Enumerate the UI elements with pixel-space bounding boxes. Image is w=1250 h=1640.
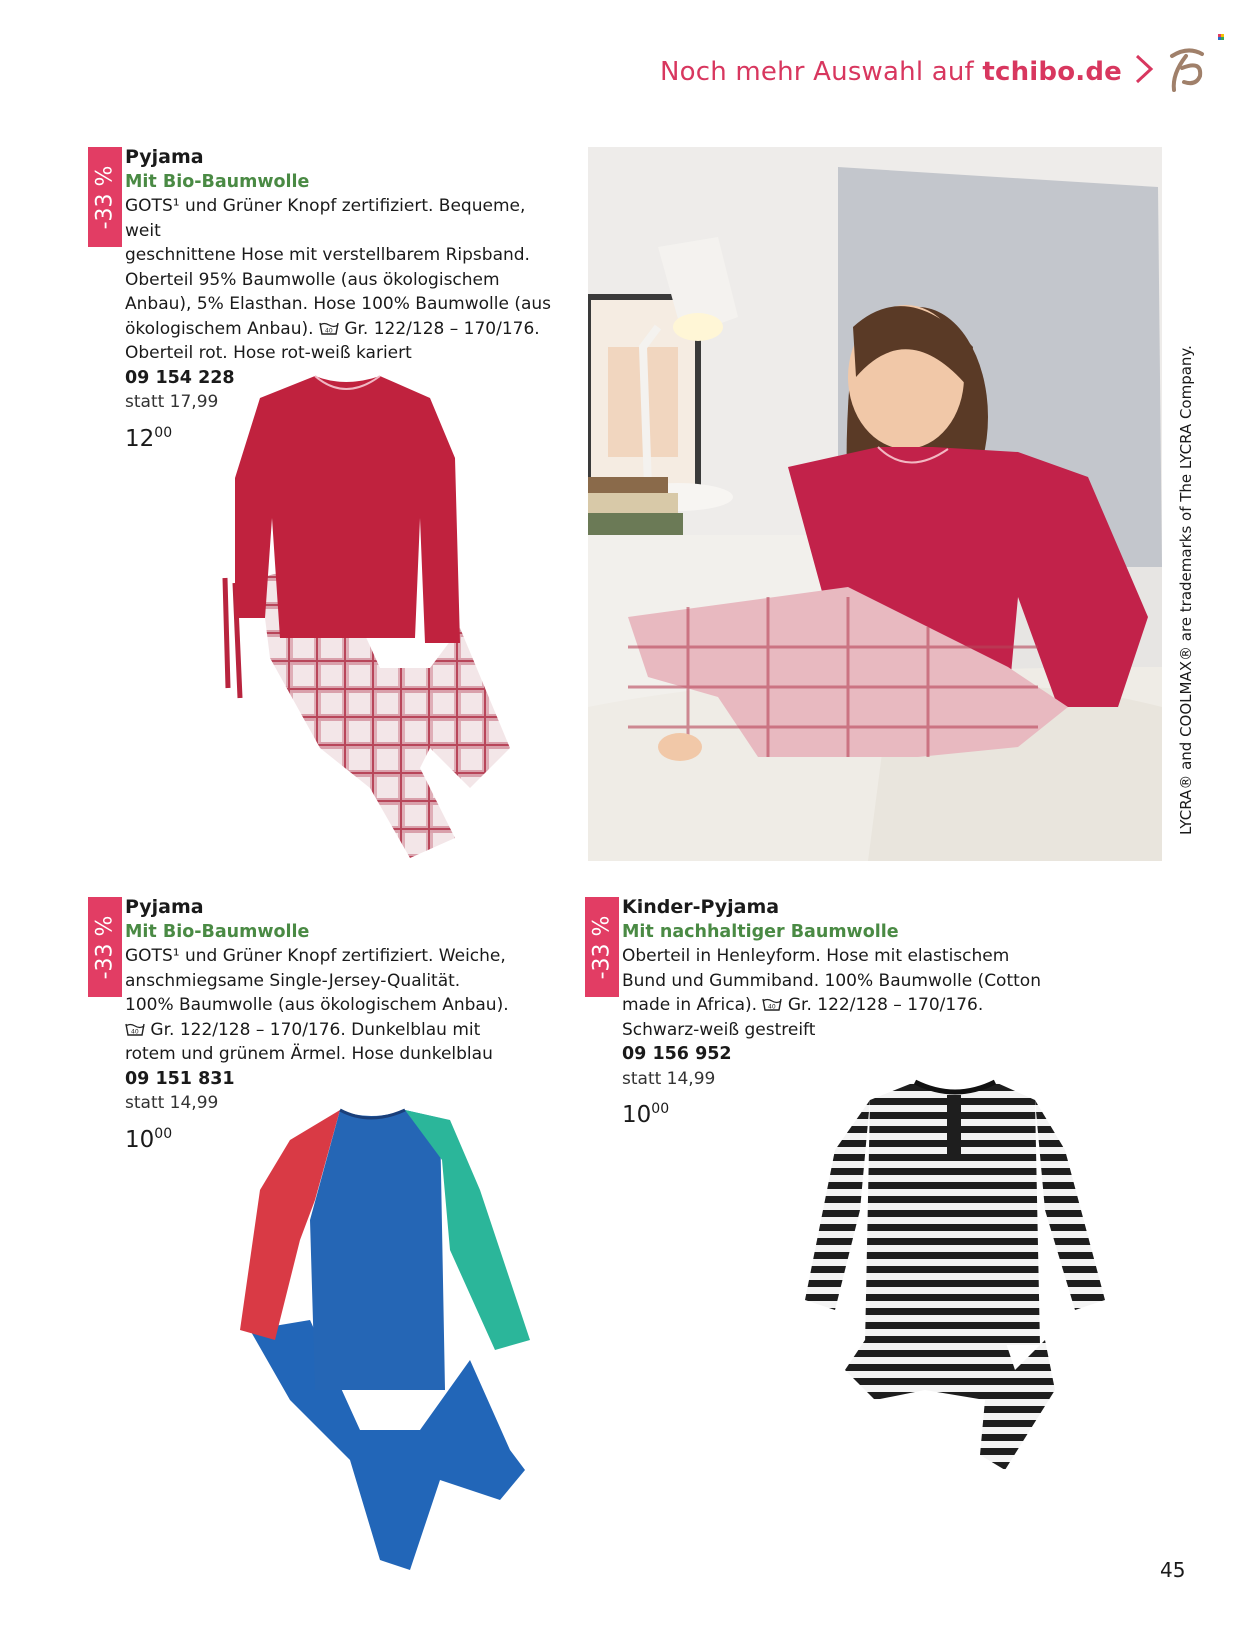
- lifestyle-photo: [588, 147, 1162, 861]
- wash-40-icon: [125, 1022, 145, 1036]
- product-title: Kinder-Pyjama: [622, 896, 780, 918]
- tchibo-logo: [1162, 46, 1210, 94]
- discount-badge: -33 %: [585, 897, 619, 997]
- article-number: 09 154 228: [125, 367, 235, 388]
- header-site: tchibo.de: [982, 57, 1123, 87]
- old-price: statt 14,99: [622, 1068, 716, 1089]
- discount-badge: -33 %: [88, 147, 122, 247]
- color-dots-icon: [1218, 34, 1224, 40]
- svg-text:40: 40: [324, 327, 333, 334]
- product-description: Oberteil in Henleyform. Hose mit elastischem Bund und Gummiband. 100% Baumwolle (Cotton made in Africa). 40 Gr. 122/128 – 170/176. Schwarz-weiß gestreift: [622, 946, 1041, 1040]
- product-description: GOTS¹ und Grüner Knopf zertifiziert. Weiche, anschmiegsame Single-Jersey-Qualität. 100% Baumwolle (aus ökologischem Anbau). 40 Gr. 122/128 – 170/176. Dunkelblau mit rotem und grünem Ärmel. Hose dunkelblau: [125, 946, 509, 1064]
- header-prefix: Noch mehr Auswahl auf: [660, 57, 983, 87]
- product-subtitle: Mit nachhaltiger Baumwolle: [622, 921, 899, 942]
- article-number: 09 151 831: [125, 1068, 235, 1089]
- chevron-right-icon: [1131, 52, 1157, 86]
- product-title: Pyjama: [125, 896, 204, 918]
- price: $12^{00}$: [125, 424, 173, 452]
- old-price: statt 17,99: [125, 392, 219, 412]
- product-subtitle: Mit Bio-Baumwolle: [125, 921, 310, 942]
- striped-pyjama-image: [805, 1070, 1105, 1500]
- svg-text:40: 40: [131, 1028, 139, 1035]
- page-number: 45: [1160, 1558, 1186, 1582]
- wash-40-icon: [319, 321, 339, 335]
- trademark-note: LYCRA® and COOLMAX® are trademarks of The LYCRA Company.: [1177, 345, 1195, 835]
- article-number: 09 156 952: [622, 1044, 732, 1064]
- price: $10^{00}$: [622, 1101, 670, 1128]
- product-title: Pyjama: [125, 146, 204, 168]
- svg-text:40: 40: [768, 1003, 777, 1011]
- product-description: GOTS¹ und Grüner Knopf zertifiziert. Bequeme, weit geschnittene Hose mit verstellbarem Ripsband. Oberteil 95% Baumwolle (aus ökologischem Anbau), 5% Elasthan. Hose 100% Baumwolle (aus ökologischem Anbau). 40 Gr. 122/128 – 170/176. Oberteil rot. Hose rot-weiß kariert: [125, 196, 551, 363]
- price: $10^{00}$: [125, 1125, 173, 1153]
- old-price: statt 14,99: [125, 1093, 219, 1113]
- blue-pyjama-image: [230, 1100, 540, 1570]
- header-link[interactable]: [660, 52, 1140, 92]
- discount-badge: -33 %: [88, 897, 122, 997]
- red-pyjama-image: [220, 368, 520, 858]
- product-subtitle: Mit Bio-Baumwolle: [125, 171, 310, 192]
- wash-40-icon: [762, 997, 782, 1011]
